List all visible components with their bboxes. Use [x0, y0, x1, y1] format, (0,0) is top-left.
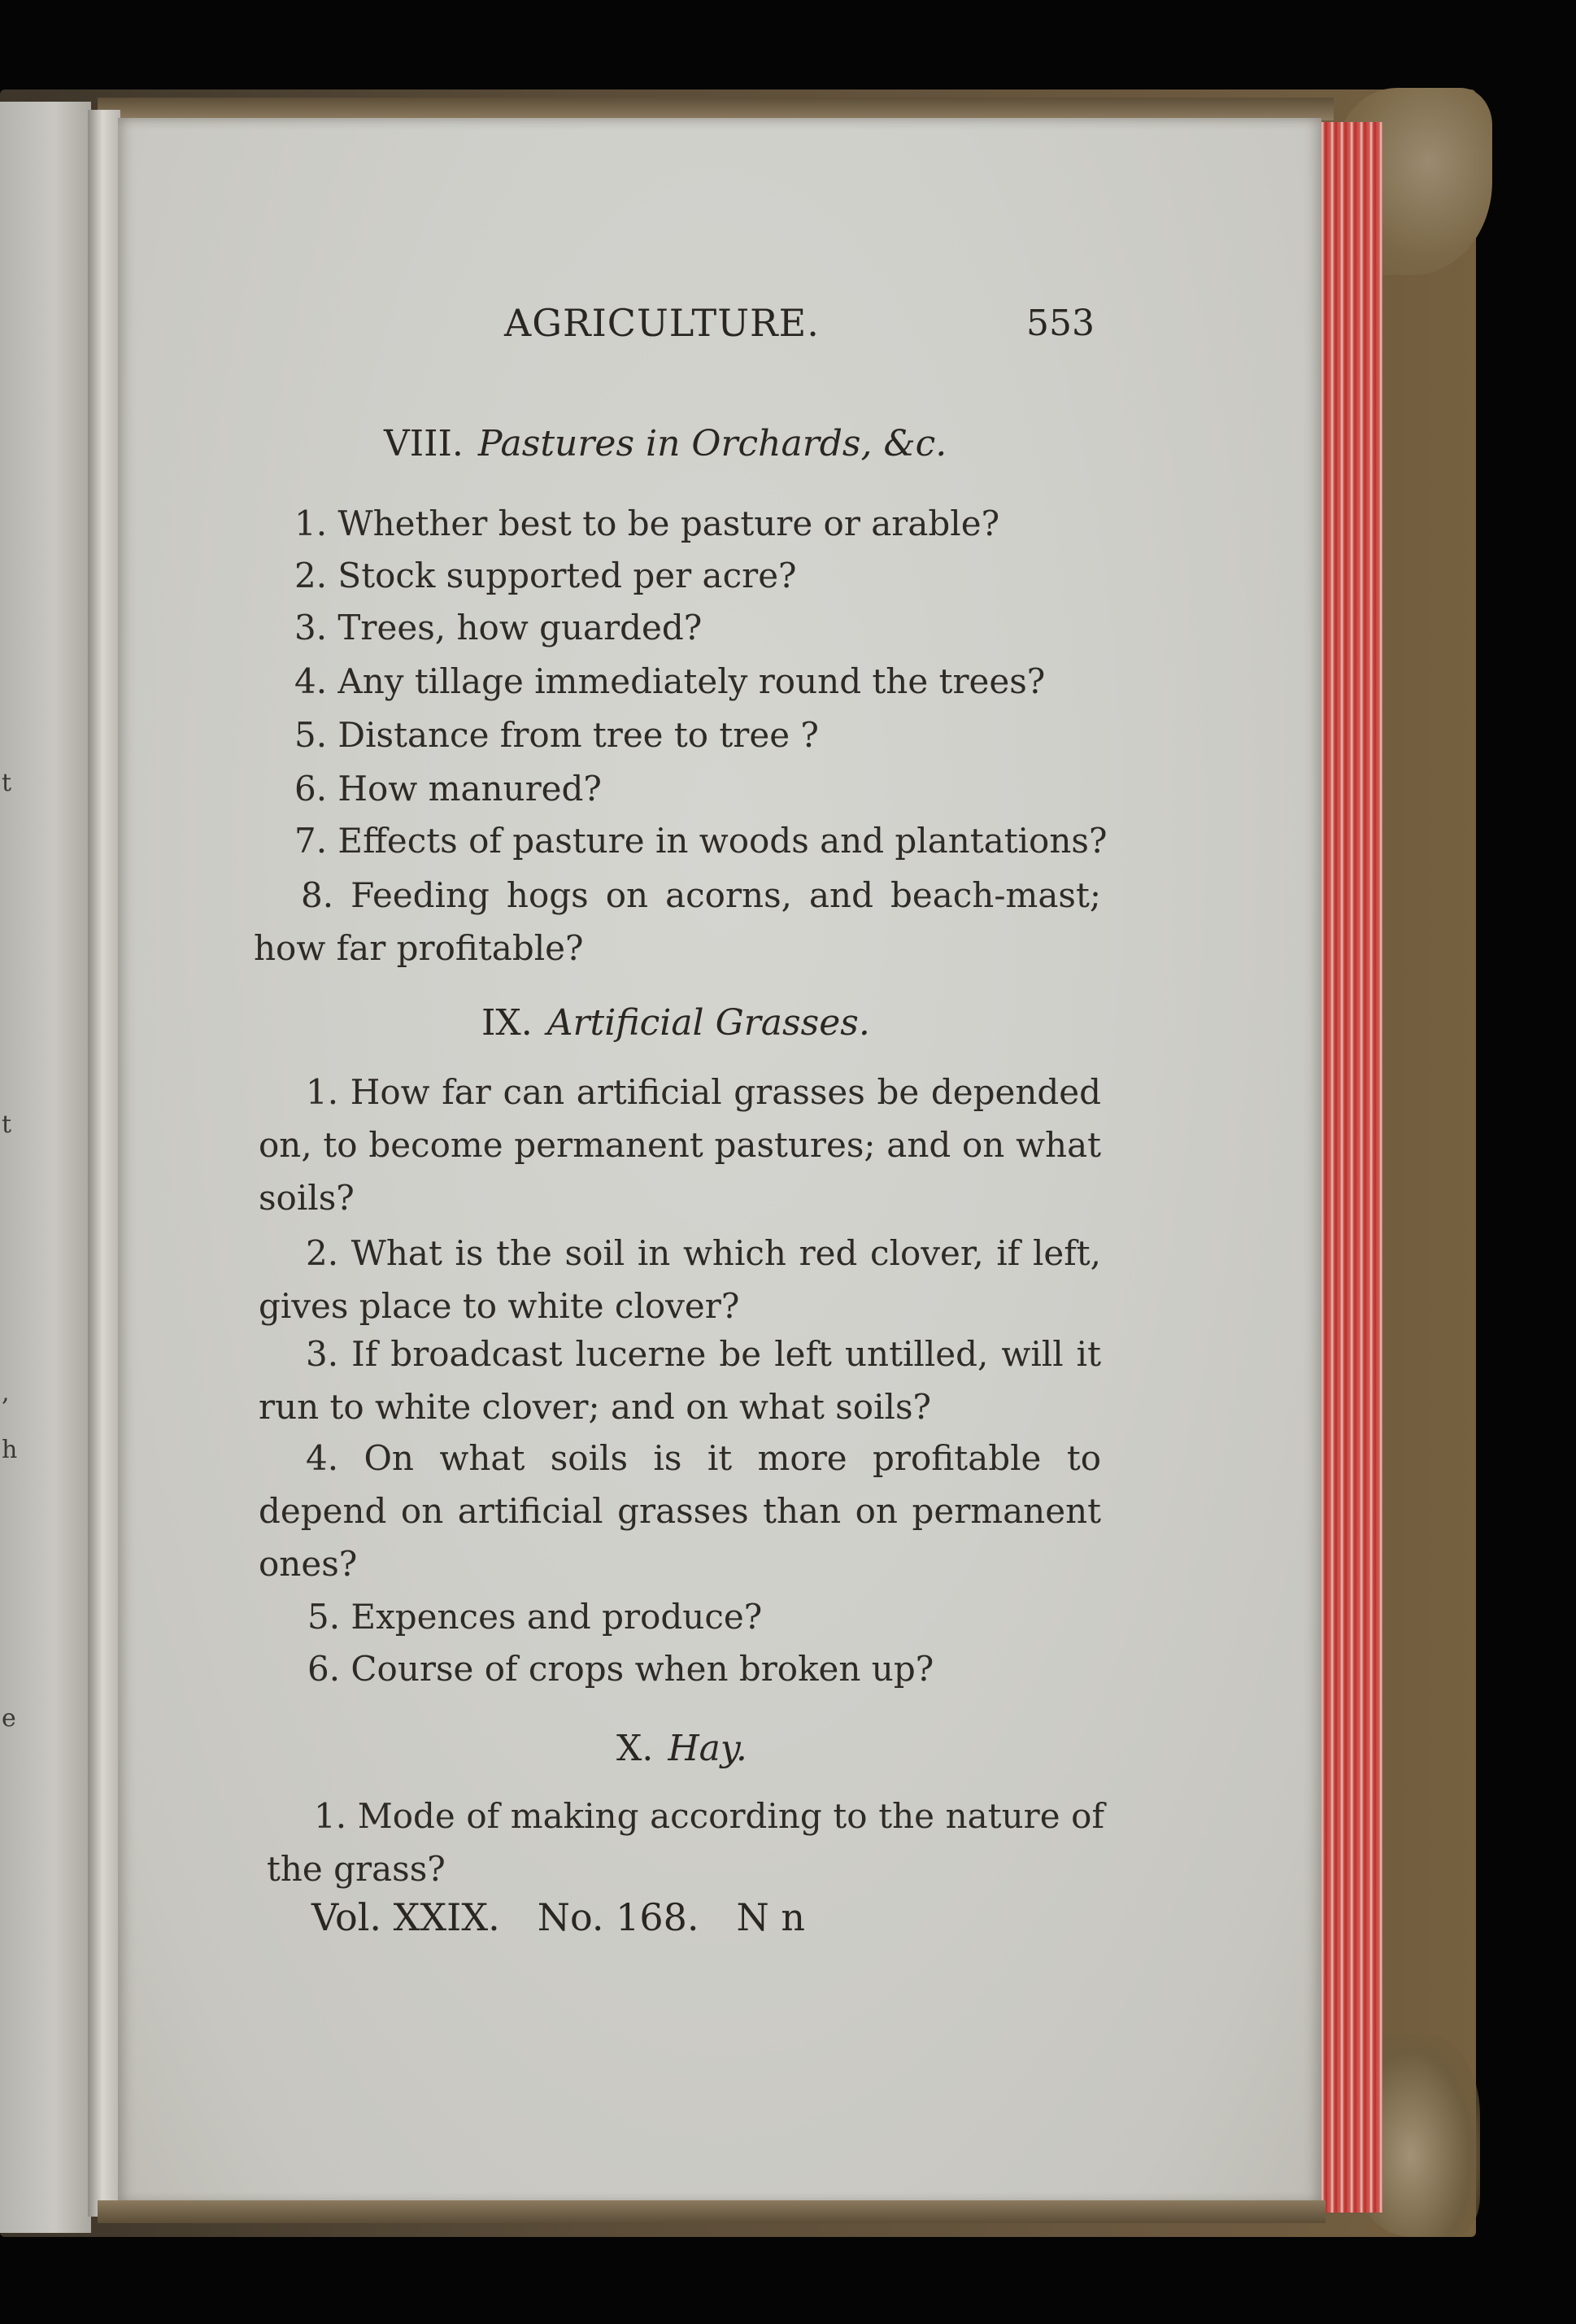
- page-bottom-edge: [98, 2200, 1326, 2223]
- facing-page-fragment: h: [2, 1436, 18, 1464]
- list-item: 5. Distance from tree to tree ?: [294, 715, 819, 755]
- section-heading-x: [616, 1728, 747, 1769]
- section-heading-viii: [384, 423, 947, 464]
- list-item: 4. Any tillage immediately round the trees?: [294, 661, 1046, 701]
- page-number: 553: [1026, 303, 1095, 344]
- issue-number: No. 168.: [537, 1895, 699, 1939]
- book-gutter: [88, 110, 120, 2217]
- list-item: 1. Whether best to be pasture or arable?: [294, 504, 1000, 543]
- paragraph: [259, 1066, 1101, 1224]
- facing-page-fragment: ,: [2, 1379, 10, 1407]
- paragraph: [267, 1790, 1104, 1895]
- paragraph-text: 8. Feeding hogs on acorns, and beach-mast; how far profitable?: [254, 875, 1101, 968]
- list-item: 5. Expences and produce?: [307, 1597, 763, 1637]
- paragraph: [254, 869, 1101, 975]
- paragraph-text: 1. How far can artificial grasses be depended on, to become permanent pastures; and on what soils?: [259, 1072, 1101, 1218]
- section-number: VIII.: [384, 423, 464, 464]
- list-item: 6. Course of crops when broken up?: [307, 1649, 934, 1689]
- list-item: 7. Effects of pasture in woods and plantations?: [294, 821, 1108, 861]
- paragraph-text: 4. On what soils is it more profitable to depend on artificial grasses than on permanent ones?: [259, 1438, 1101, 1584]
- paragraph: [259, 1328, 1101, 1433]
- paragraph: [259, 1432, 1101, 1590]
- facing-page-fragment: t: [2, 769, 12, 797]
- volume-label: Vol. XXIX.: [311, 1895, 500, 1939]
- section-number: IX.: [481, 1002, 533, 1044]
- section-heading-ix: [481, 1002, 870, 1044]
- facing-page-fragment: e: [2, 1704, 16, 1733]
- section-title: Pastures in Orchards, &c.: [477, 423, 947, 464]
- section-number: X.: [616, 1728, 654, 1769]
- page-top-edge: [98, 98, 1334, 120]
- section-title: Artificial Grasses.: [546, 1002, 870, 1044]
- paragraph-text: 1. Mode of making according to the nature of the grass?: [267, 1796, 1104, 1889]
- paragraph-text: 3. If broadcast lucerne be left untilled, will it run to white clover; and on what soils?: [259, 1334, 1101, 1427]
- running-head: AGRICULTURE.: [504, 301, 820, 345]
- list-item: 2. Stock supported per acre?: [294, 556, 797, 595]
- red-page-edges: [1317, 122, 1382, 2213]
- facing-page-fragment: t: [2, 1110, 12, 1139]
- list-item: 3. Trees, how guarded?: [294, 608, 703, 647]
- section-title: Hay.: [668, 1728, 747, 1769]
- signature-mark: N n: [736, 1895, 805, 1939]
- paragraph: [259, 1227, 1101, 1332]
- list-item: 6. How manured?: [294, 769, 602, 809]
- paragraph-text: 2. What is the soil in which red clover, if left, gives place to white clover?: [259, 1233, 1101, 1326]
- signature-line: [311, 1895, 842, 1939]
- facing-page-edge: [0, 102, 91, 2233]
